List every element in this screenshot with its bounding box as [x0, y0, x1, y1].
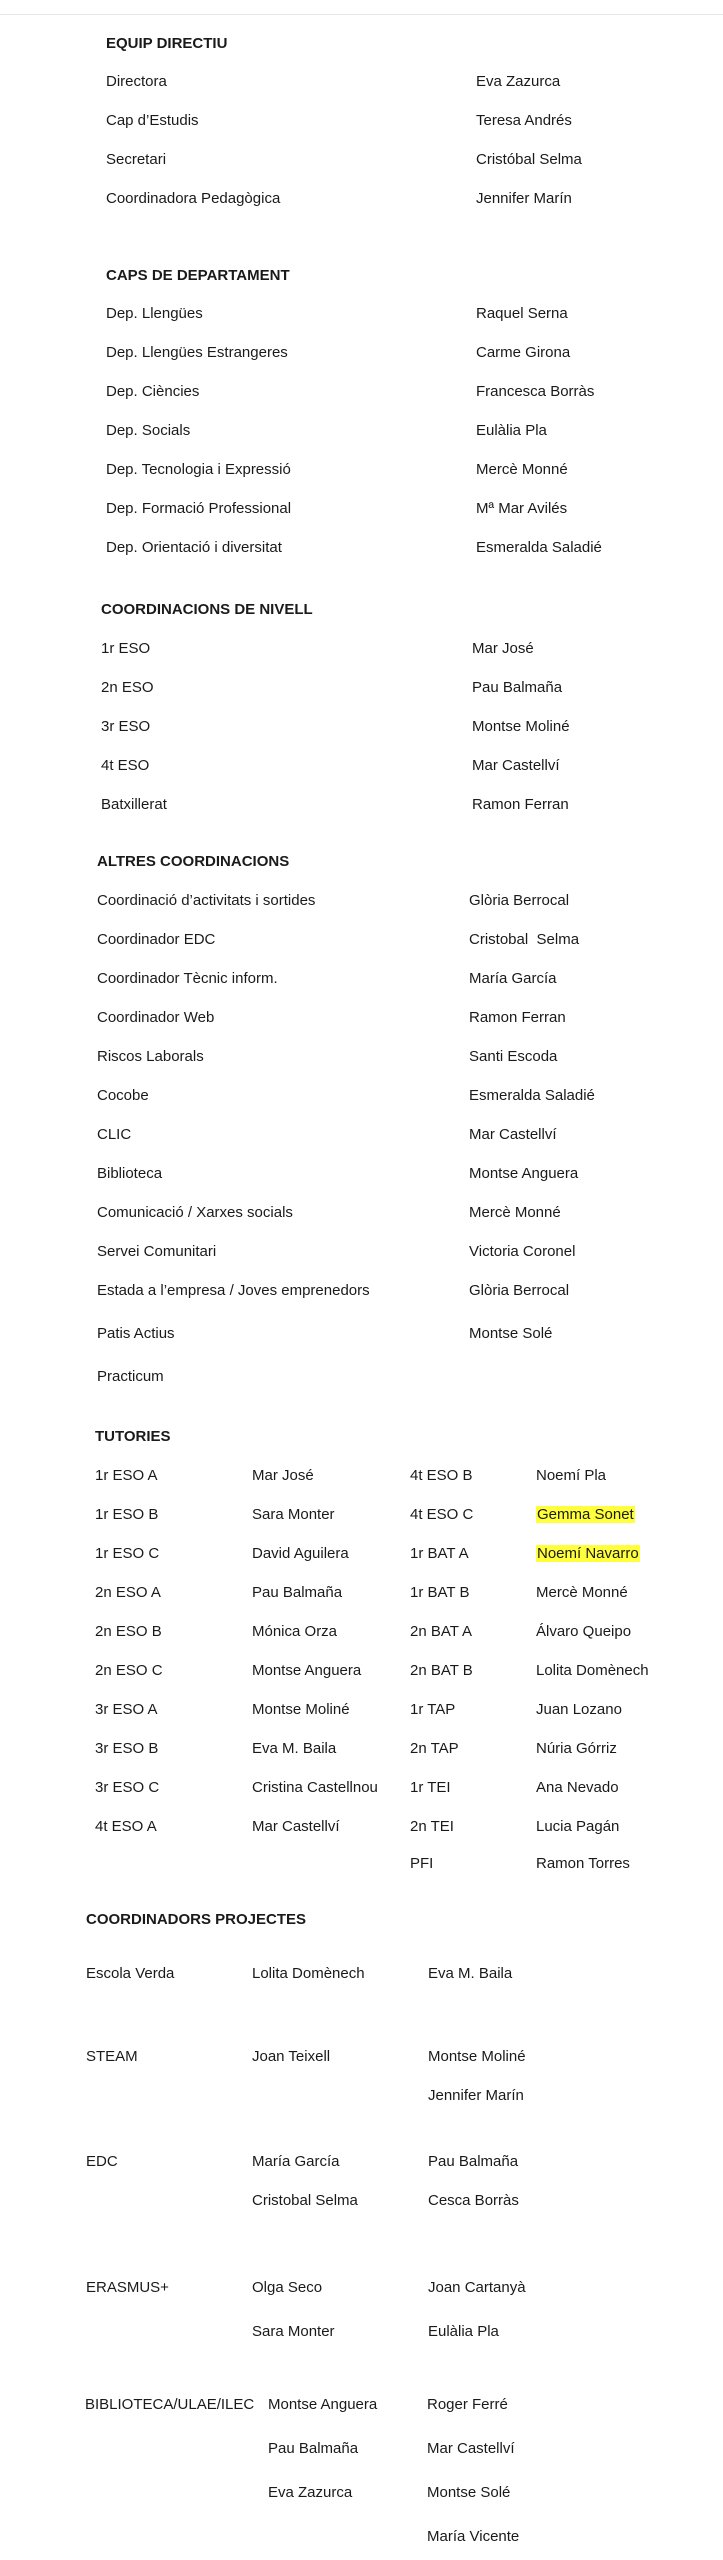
tutor-name: Ramon Torres: [536, 1855, 630, 1872]
group-label: 1r ESO A: [95, 1467, 158, 1484]
tutor-name: David Aguilera: [252, 1545, 349, 1562]
tutor-name: Núria Górriz: [536, 1740, 617, 1757]
role-label: Estada a l’empresa / Joves emprenedors: [97, 1282, 370, 1299]
person-name: Carme Girona: [476, 344, 571, 361]
coordinator-name: Eva Zazurca: [268, 2484, 353, 2501]
tutor-name: Mar Castellví: [252, 1818, 340, 1835]
tutor-name: Ana Nevado: [536, 1779, 619, 1796]
role-label: Cap d’Estudis: [106, 112, 199, 129]
person-name: Ramon Ferran: [472, 796, 569, 813]
person-name: María García: [469, 970, 557, 987]
person-name: Eva Zazurca: [476, 73, 561, 90]
group-label: 2n ESO C: [95, 1662, 163, 1679]
tutor-name-highlighted: Gemma Sonet: [537, 1506, 634, 1523]
role-label: Directora: [106, 73, 167, 90]
section-heading-tutories: TUTORIES: [95, 1428, 171, 1445]
coordinator-name: Montse Moliné: [428, 2048, 526, 2065]
tutor-name: Juan Lozano: [536, 1701, 622, 1718]
coordinator-name: Lolita Domènech: [252, 1965, 365, 1982]
person-name: Mar Castellví: [469, 1126, 557, 1143]
group-label: 3r ESO C: [95, 1779, 160, 1796]
person-name: Montse Anguera: [469, 1165, 579, 1182]
section-heading-altres-coordinacions: ALTRES COORDINACIONS: [97, 853, 290, 870]
level-label: 4t ESO: [101, 757, 150, 774]
group-label: 2n BAT B: [410, 1662, 473, 1679]
level-label: 1r ESO: [101, 640, 151, 657]
person-name: Pau Balmaña: [472, 679, 563, 696]
coordinator-name: Montse Solé: [427, 2484, 511, 2501]
coordinator-name: Joan Teixell: [252, 2048, 331, 2065]
coordinator-name: Mar Castellví: [427, 2440, 515, 2457]
coordinator-name: Olga Seco: [252, 2279, 323, 2296]
tutor-name: Mónica Orza: [252, 1623, 338, 1640]
role-label: Dep. Llengües Estrangeres: [106, 344, 288, 361]
role-label: Servei Comunitari: [97, 1243, 217, 1260]
coordinator-name: Sara Monter: [252, 2323, 335, 2340]
section-heading-coordinadors-projectes: COORDINADORS PROJECTES: [86, 1911, 307, 1928]
project-name: STEAM: [86, 2048, 138, 2065]
role-label: Dep. Llengües: [106, 305, 203, 322]
role-label: Secretari: [106, 151, 167, 168]
coordinator-name: Eulàlia Pla: [428, 2323, 499, 2340]
person-name: Glòria Berrocal: [469, 1282, 570, 1299]
group-label: 4t ESO B: [410, 1467, 473, 1484]
role-label: Biblioteca: [97, 1165, 163, 1182]
tutor-name: Lucia Pagán: [536, 1818, 620, 1835]
group-label: 1r BAT A: [410, 1545, 469, 1562]
role-label: Riscos Laborals: [97, 1048, 204, 1065]
person-name: Eulàlia Pla: [476, 422, 547, 439]
group-label: 3r ESO B: [95, 1740, 159, 1757]
person-name: Francesca Borràs: [476, 383, 595, 400]
person-name: Santi Escoda: [469, 1048, 558, 1065]
role-label: Comunicació / Xarxes socials: [97, 1204, 293, 1221]
tutor-name: Álvaro Queipo: [536, 1623, 632, 1640]
coordinator-name: Eva M. Baila: [428, 1965, 513, 1982]
person-name: Jennifer Marín: [476, 190, 572, 207]
person-name: Montse Solé: [469, 1325, 553, 1342]
role-label: Cocobe: [97, 1087, 149, 1104]
person-name: Mercè Monné: [476, 461, 568, 478]
person-name: Cristobal Selma: [469, 931, 580, 948]
level-label: Batxillerat: [101, 796, 167, 813]
person-name: Mar Castellví: [472, 757, 560, 774]
tutor-name: Lolita Domènech: [536, 1662, 649, 1679]
group-label: 2n TEI: [410, 1818, 454, 1835]
group-label: 3r ESO A: [95, 1701, 158, 1718]
group-label: 1r ESO C: [95, 1545, 160, 1562]
group-label: 4t ESO A: [95, 1818, 157, 1835]
coordinator-name: Cesca Borràs: [428, 2192, 519, 2209]
group-label: 2n TAP: [410, 1740, 459, 1757]
role-label: Coordinadora Pedagògica: [106, 190, 281, 207]
coordinator-name: María García: [252, 2153, 340, 2170]
coordinator-name: Roger Ferré: [427, 2396, 508, 2413]
person-name: Glòria Berrocal: [469, 892, 570, 909]
role-label: Dep. Ciències: [106, 383, 200, 400]
group-label: 1r BAT B: [410, 1584, 470, 1601]
group-label: 2n ESO A: [95, 1584, 161, 1601]
group-label: 2n ESO B: [95, 1623, 162, 1640]
tutor-name-highlighted: Noemí Navarro: [537, 1545, 639, 1562]
section-heading-equip-directiu: EQUIP DIRECTIU: [106, 35, 228, 52]
tutor-name: Mercè Monné: [536, 1584, 628, 1601]
person-name: Cristóbal Selma: [476, 151, 582, 168]
person-name: Esmeralda Saladié: [476, 539, 602, 556]
tutor-name: Eva M. Baila: [252, 1740, 337, 1757]
tutor-name: Montse Anguera: [252, 1662, 362, 1679]
role-label: Coordinador Tècnic inform.: [97, 970, 278, 987]
role-label: CLIC: [97, 1126, 132, 1143]
role-label: Dep. Orientació i diversitat: [106, 539, 282, 556]
coordinator-name: Cristobal Selma: [252, 2192, 358, 2209]
group-label: 2n BAT A: [410, 1623, 472, 1640]
project-name: Escola Verda: [86, 1965, 175, 1982]
coordinator-name: Montse Anguera: [268, 2396, 378, 2413]
person-name: Mª Mar Avilés: [476, 500, 568, 517]
coordinator-name: María Vicente: [427, 2528, 520, 2545]
person-name: Ramon Ferran: [469, 1009, 566, 1026]
person-name: Victoria Coronel: [469, 1243, 576, 1260]
coordinator-name: Joan Cartanyà: [428, 2279, 526, 2296]
person-name: Mar José: [472, 640, 534, 657]
group-label: 1r ESO B: [95, 1506, 159, 1523]
project-name: BIBLIOTECA/ULAE/ILEC: [85, 2396, 255, 2413]
coordinator-name: Jennifer Marín: [428, 2087, 524, 2104]
person-name: Teresa Andrés: [476, 112, 572, 129]
project-name: EDC: [86, 2153, 118, 2170]
person-name: Raquel Serna: [476, 305, 568, 322]
person-name: Esmeralda Saladié: [469, 1087, 595, 1104]
top-divider: [0, 14, 723, 15]
role-label: Dep. Formació Professional: [106, 500, 292, 517]
role-label: Dep. Tecnologia i Expressió: [106, 461, 291, 478]
project-name: ERASMUS+: [86, 2279, 169, 2296]
role-label: Coordinador EDC: [97, 931, 216, 948]
role-label: Dep. Socials: [106, 422, 191, 439]
group-label: 4t ESO C: [410, 1506, 474, 1523]
level-label: 3r ESO: [101, 718, 151, 735]
tutor-name: Pau Balmaña: [252, 1584, 343, 1601]
tutor-name: Cristina Castellnou: [252, 1779, 378, 1796]
section-heading-caps-departament: CAPS DE DEPARTAMENT: [106, 267, 290, 284]
role-label: Patis Actius: [97, 1325, 175, 1342]
role-label: Practicum: [97, 1368, 164, 1385]
group-label: 1r TEI: [410, 1779, 451, 1796]
role-label: Coordinador Web: [97, 1009, 215, 1026]
tutor-name: Sara Monter: [252, 1506, 335, 1523]
tutor-name: Mar José: [252, 1467, 314, 1484]
tutor-name: Noemí Pla: [536, 1467, 607, 1484]
group-label: 1r TAP: [410, 1701, 456, 1718]
person-name: Mercè Monné: [469, 1204, 561, 1221]
group-label: PFI: [410, 1855, 434, 1872]
role-label: Coordinació d’activitats i sortides: [97, 892, 316, 909]
coordinator-name: Pau Balmaña: [268, 2440, 359, 2457]
person-name: Montse Moliné: [472, 718, 570, 735]
level-label: 2n ESO: [101, 679, 154, 696]
tutor-name: Montse Moliné: [252, 1701, 350, 1718]
section-heading-coordinacions-nivell: COORDINACIONS DE NIVELL: [101, 601, 313, 618]
coordinator-name: Pau Balmaña: [428, 2153, 519, 2170]
